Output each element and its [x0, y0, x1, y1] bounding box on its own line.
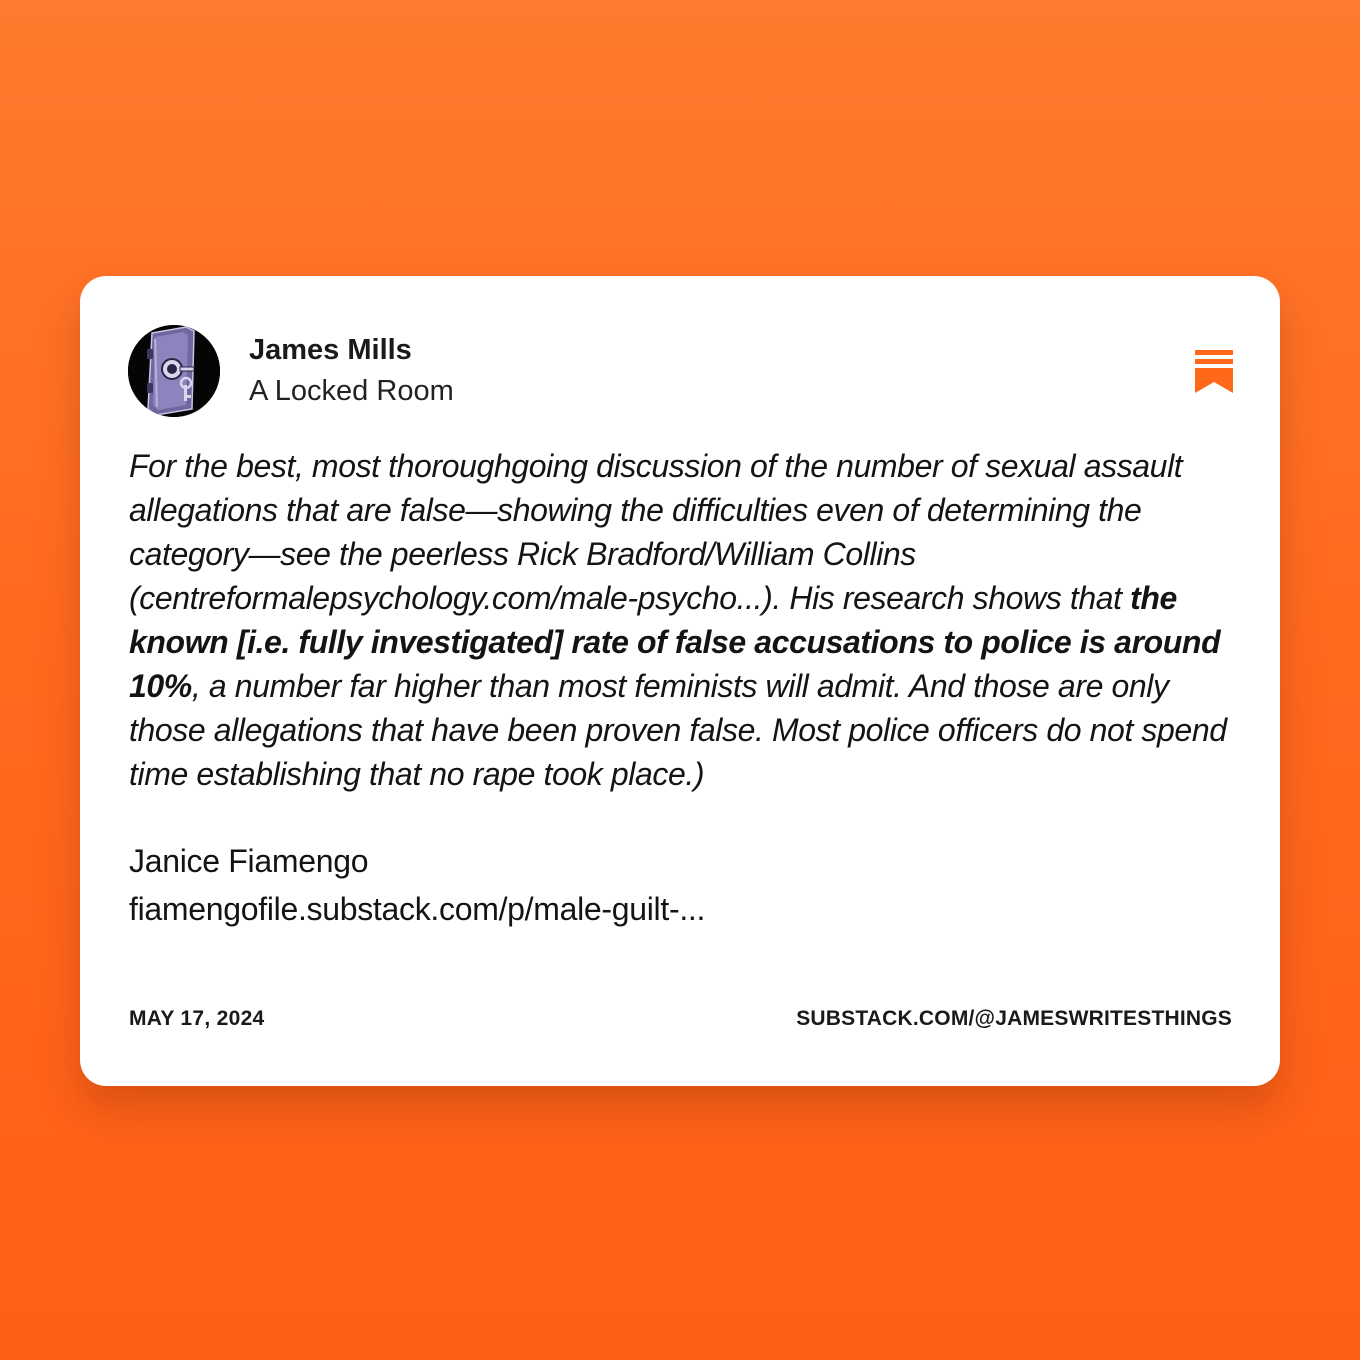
- door-lock-avatar-icon: [128, 325, 220, 417]
- post-body: [129, 444, 1234, 796]
- post-date: MAY 17, 2024: [129, 1007, 265, 1030]
- note-card: [80, 276, 1280, 1086]
- avatar[interactable]: [128, 325, 220, 417]
- post-text-conclusion: , a number far higher than most feminists will admit. And those are only those allegations that have been proven false. Most police officers do not spend time establishing that no rape took place.): [129, 668, 1227, 792]
- profile-handle-link[interactable]: SUBSTACK.COM/@JAMESWRITESTHINGS: [796, 1007, 1232, 1030]
- author-name[interactable]: James Mills: [249, 334, 412, 366]
- post-text-intro: For the best, most thoroughgoing discussion of the number of sexual assault allegations that are false—showing the difficulties even of determining the category—see the peerless Rick Bradford/William Collins (centreformalepsychology.com/male-psycho...). His research shows that: [129, 448, 1183, 616]
- signature-name: Janice Fiamengo: [129, 843, 369, 879]
- post-text-emphasis: the known [i.e. fully investigated] rate of false accusations to police is around 10%: [129, 580, 1221, 704]
- substack-bookmark-icon[interactable]: [1195, 350, 1233, 393]
- publication-name[interactable]: A Locked Room: [249, 375, 454, 407]
- signature-link[interactable]: fiamengofile.substack.com/p/male-guilt-...: [129, 891, 706, 927]
